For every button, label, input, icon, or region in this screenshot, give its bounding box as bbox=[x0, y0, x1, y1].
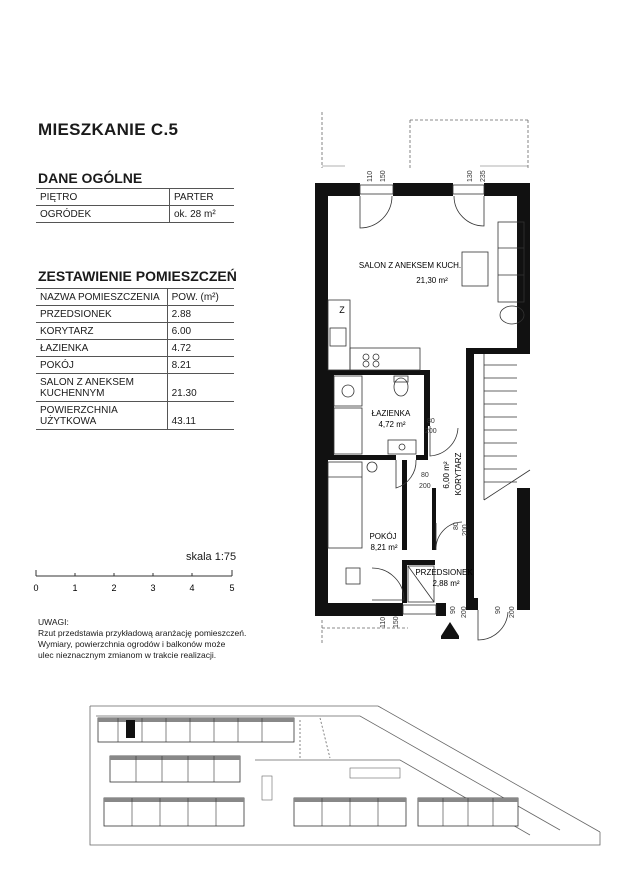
plan-fridge-mark: Z bbox=[339, 305, 345, 315]
general-row-label: PIĘTRO bbox=[36, 189, 170, 206]
dim-label: 150 bbox=[393, 616, 400, 628]
room-name: POKÓJ bbox=[36, 357, 167, 374]
dim-label: 90 bbox=[495, 606, 502, 614]
room-area-korytarz: 6,00 m² bbox=[442, 461, 451, 489]
room-area-salon: 21,30 m² bbox=[416, 276, 448, 285]
room-area: 6.00 bbox=[167, 323, 234, 340]
room-area: 4.72 bbox=[167, 340, 234, 357]
table-header-row bbox=[36, 289, 234, 306]
room-name: KORYTARZ bbox=[36, 323, 167, 340]
notes-line: Rzut przedstawia przykładową aranżację pomieszczeń. bbox=[38, 628, 247, 638]
room-label-salon: SALON Z ANEKSEM KUCH. bbox=[358, 261, 462, 270]
table-row bbox=[36, 189, 234, 206]
general-row-label: OGRÓDEK bbox=[36, 206, 170, 223]
table-row bbox=[36, 206, 234, 223]
rooms-table bbox=[36, 288, 234, 430]
room-label-korytarz: KORYTARZ bbox=[454, 452, 463, 496]
dim-label: 200 bbox=[462, 524, 469, 536]
rooms-heading: ZESTAWIENIE POMIESZCZEŃ bbox=[38, 268, 237, 284]
scale-tick: 5 bbox=[229, 583, 235, 593]
dim-label: 130 bbox=[467, 170, 474, 182]
scale-tick: 3 bbox=[150, 583, 156, 593]
notes bbox=[38, 617, 246, 661]
rooms-header-label: NAZWA POMIESZCZENIA bbox=[36, 289, 167, 306]
dim-label: 80 bbox=[453, 522, 460, 530]
dim-label: 90 bbox=[450, 606, 457, 614]
dim-label: 200 bbox=[419, 483, 431, 490]
scale-tick: 0 bbox=[33, 583, 39, 593]
room-area-przedsionek: 2,88 m² bbox=[432, 579, 460, 588]
dim-label: 235 bbox=[480, 170, 487, 182]
room-name: PRZEDSIONEK bbox=[36, 306, 167, 323]
room-label-pokoj: POKÓJ bbox=[369, 532, 397, 541]
scale-tick: 2 bbox=[111, 583, 117, 593]
dim-label: 150 bbox=[380, 170, 387, 182]
highlighted-unit-marker bbox=[126, 720, 135, 738]
room-area-pokoj: 8,21 m² bbox=[370, 543, 398, 552]
room-area: 2.88 bbox=[167, 306, 234, 323]
apartment-title: MIESZKANIE C.5 bbox=[38, 120, 179, 139]
room-area: 43.11 bbox=[167, 402, 234, 430]
dim-label: 200 bbox=[461, 606, 468, 618]
dim-label: 200 bbox=[425, 428, 437, 435]
dim-label: 80 bbox=[427, 418, 435, 425]
rooms-header-value: POW. (m²) bbox=[167, 289, 234, 306]
room-name: ŁAZIENKA bbox=[36, 340, 167, 357]
dim-label: 200 bbox=[509, 606, 516, 618]
room-area-lazienka: 4,72 m² bbox=[378, 420, 406, 429]
notes-line: Wymiary, powierzchnia ogrodów i balkonów może bbox=[38, 639, 226, 649]
room-name: POWIERZCHNIA UŻYTKOWA bbox=[36, 402, 167, 430]
table-row bbox=[36, 357, 234, 374]
scale-tick: 1 bbox=[72, 583, 78, 593]
general-data-table bbox=[36, 188, 234, 223]
table-row bbox=[36, 340, 234, 357]
table-row bbox=[36, 306, 234, 323]
table-row bbox=[36, 323, 234, 340]
general-row-value: ok. 28 m² bbox=[170, 206, 235, 223]
dim-label: 80 bbox=[421, 472, 429, 479]
dim-label: 110 bbox=[367, 170, 374, 182]
scale-tick: 4 bbox=[189, 583, 195, 593]
room-area: 8.21 bbox=[167, 357, 234, 374]
table-row bbox=[36, 402, 234, 430]
scale-bar bbox=[28, 566, 243, 596]
site-key-plan bbox=[85, 698, 605, 848]
notes-line: ulec nieznacznym zmianom w trakcie realizacji. bbox=[38, 650, 217, 660]
scale-label: skala 1:75 bbox=[186, 551, 237, 563]
room-label-lazienka: ŁAZIENKA bbox=[371, 409, 411, 418]
table-row bbox=[36, 374, 234, 402]
room-area: 21.30 bbox=[167, 374, 234, 402]
dim-label: 110 bbox=[380, 616, 387, 628]
notes-heading: UWAGI: bbox=[38, 617, 69, 627]
general-row-value: PARTER bbox=[170, 189, 235, 206]
floor-plan bbox=[300, 110, 550, 650]
room-name: SALON Z ANEKSEM KUCHENNYM bbox=[36, 374, 167, 402]
room-label-przedsionek: PRZEDSIONEK bbox=[415, 568, 473, 577]
general-data-heading: DANE OGÓLNE bbox=[38, 170, 143, 186]
